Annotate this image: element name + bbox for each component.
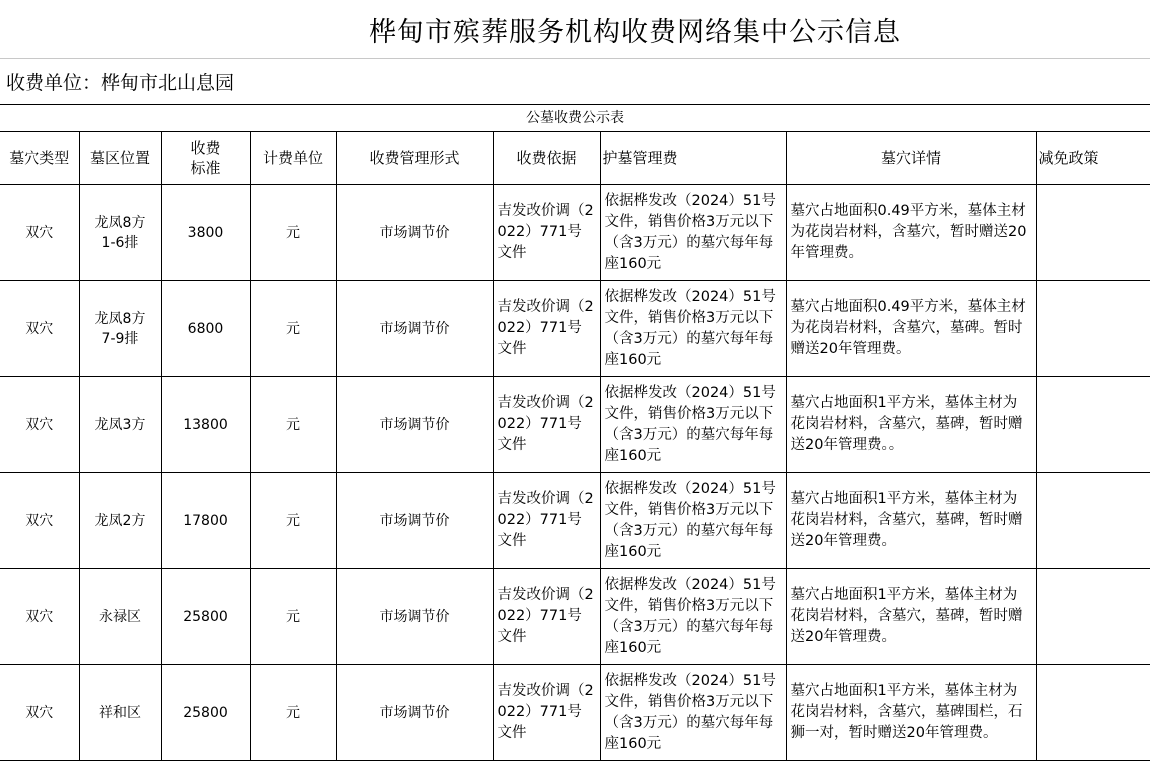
- fee-table: [0, 104, 1150, 761]
- cell-basis: 吉发改价调（2022）771号文件: [493, 281, 600, 377]
- cell-fee: 依据桦发改（2024）51号文件，销售价格3万元以下（含3万元）的墓穴每年每座160元: [600, 377, 786, 473]
- cell-mode: 市场调节价: [336, 377, 493, 473]
- cell-mode: 市场调节价: [336, 569, 493, 665]
- cell-mode: 市场调节价: [336, 473, 493, 569]
- cell-detail: 墓穴占地面积1平方米，墓体主材为花岗岩材料，含墓穴，墓碑，暂时赠送20年管理费。: [786, 473, 1036, 569]
- cell-basis: 吉发改价调（2022）771号文件: [493, 569, 600, 665]
- cell-location: 龙凤3方: [79, 377, 161, 473]
- cell-fee: 依据桦发改（2024）51号文件，销售价格3万元以下（含3万元）的墓穴每年每座160元: [600, 665, 786, 761]
- cell-type: 双穴: [0, 281, 79, 377]
- cell-policy: [1036, 569, 1150, 665]
- cell-detail: 墓穴占地面积0.49平方米，墓体主材为花岗岩材料，含墓穴，暂时赠送20年管理费。: [786, 185, 1036, 281]
- cell-location: 永禄区: [79, 569, 161, 665]
- cell-location: [79, 185, 161, 281]
- table-row: [0, 473, 1150, 569]
- cell-unit: 元: [250, 377, 336, 473]
- header-cell-policy: 减免政策: [1036, 132, 1150, 185]
- cell-location: 龙凤2方: [79, 473, 161, 569]
- cell-type: 双穴: [0, 473, 79, 569]
- header-cell-mode: 收费管理形式: [336, 132, 493, 185]
- cell-basis: 吉发改价调（2022）771号文件: [493, 185, 600, 281]
- title-row: [0, 0, 1150, 59]
- cell-price: 25800: [161, 569, 250, 665]
- cell-unit: 元: [250, 185, 336, 281]
- cell-mode: 市场调节价: [336, 281, 493, 377]
- cell-price: 13800: [161, 377, 250, 473]
- cell-type: 双穴: [0, 569, 79, 665]
- header-row: [0, 132, 1150, 185]
- header-price-text: 收费标准: [190, 139, 221, 177]
- cell-unit: 元: [250, 665, 336, 761]
- cell-location: 祥和区: [79, 665, 161, 761]
- cell-policy: [1036, 473, 1150, 569]
- table-row: [0, 281, 1150, 377]
- cell-price: 17800: [161, 473, 250, 569]
- cell-policy: [1036, 185, 1150, 281]
- cell-fee: 依据桦发改（2024）51号文件，销售价格3万元以下（含3万元）的墓穴每年每座160元: [600, 473, 786, 569]
- table-subtitle: 公墓收费公示表: [0, 105, 1150, 132]
- cell-policy: [1036, 377, 1150, 473]
- header-cell-price: [161, 132, 250, 185]
- cell-basis: 吉发改价调（2022）771号文件: [493, 377, 600, 473]
- table-row: [0, 377, 1150, 473]
- cell-mode: 市场调节价: [336, 185, 493, 281]
- cell-unit: 元: [250, 473, 336, 569]
- header-cell-unit: 计费单位: [250, 132, 336, 185]
- cell-basis: 吉发改价调（2022）771号文件: [493, 473, 600, 569]
- cell-fee: 依据桦发改（2024）51号文件，销售价格3万元以下（含3万元）的墓穴每年每座160元: [600, 569, 786, 665]
- header-cell-basis: 收费依据: [493, 132, 600, 185]
- cell-price: 3800: [161, 185, 250, 281]
- subtitle-row: [0, 105, 1150, 132]
- cell-price: 6800: [161, 281, 250, 377]
- cell-detail: 墓穴占地面积1平方米，墓体主材为花岗岩材料，含墓穴，墓碑，暂时赠送20年管理费。: [786, 569, 1036, 665]
- cell-policy: [1036, 281, 1150, 377]
- cell-policy: [1036, 665, 1150, 761]
- cell-fee: 依据桦发改（2024）51号文件，销售价格3万元以下（含3万元）的墓穴每年每座160元: [600, 281, 786, 377]
- cell-type: 双穴: [0, 665, 79, 761]
- location-text: 龙凤8方7-9排: [94, 310, 146, 347]
- unit-row: [0, 59, 1150, 104]
- header-cell-location: 墓区位置: [79, 132, 161, 185]
- cell-detail: 墓穴占地面积1平方米，墓体主材为花岗岩材料，含墓穴，墓碑，暂时赠送20年管理费。。: [786, 377, 1036, 473]
- cell-price: 25800: [161, 665, 250, 761]
- table-row: [0, 665, 1150, 761]
- header-cell-detail: 墓穴详情: [786, 132, 1036, 185]
- cell-location: [79, 281, 161, 377]
- cell-basis: 吉发改价调（2022）771号文件: [493, 665, 600, 761]
- cell-detail: 墓穴占地面积1平方米，墓体主材为花岗岩材料，含墓穴，墓碑围栏，石狮一对，暂时赠送20年管理费。: [786, 665, 1036, 761]
- cell-type: 双穴: [0, 377, 79, 473]
- cell-unit: 元: [250, 569, 336, 665]
- cell-unit: 元: [250, 281, 336, 377]
- page-title: 桦甸市殡葬服务机构收费网络集中公示信息: [369, 16, 901, 48]
- header-cell-type: 墓穴类型: [0, 132, 79, 185]
- location-text: 龙凤8方1-6排: [94, 214, 146, 251]
- fee-unit-label: 收费单位：桦甸市北山息园: [6, 72, 235, 94]
- header-cell-fee: 护墓管理费: [600, 132, 786, 185]
- table-row: [0, 569, 1150, 665]
- table-row: [0, 185, 1150, 281]
- cell-type: 双穴: [0, 185, 79, 281]
- cell-detail: 墓穴占地面积0.49平方米，墓体主材为花岗岩材料，含墓穴，墓碑。暂时赠送20年管理费。: [786, 281, 1036, 377]
- cell-mode: 市场调节价: [336, 665, 493, 761]
- cell-fee: 依据桦发改（2024）51号文件，销售价格3万元以下（含3万元）的墓穴每年每座160元: [600, 185, 786, 281]
